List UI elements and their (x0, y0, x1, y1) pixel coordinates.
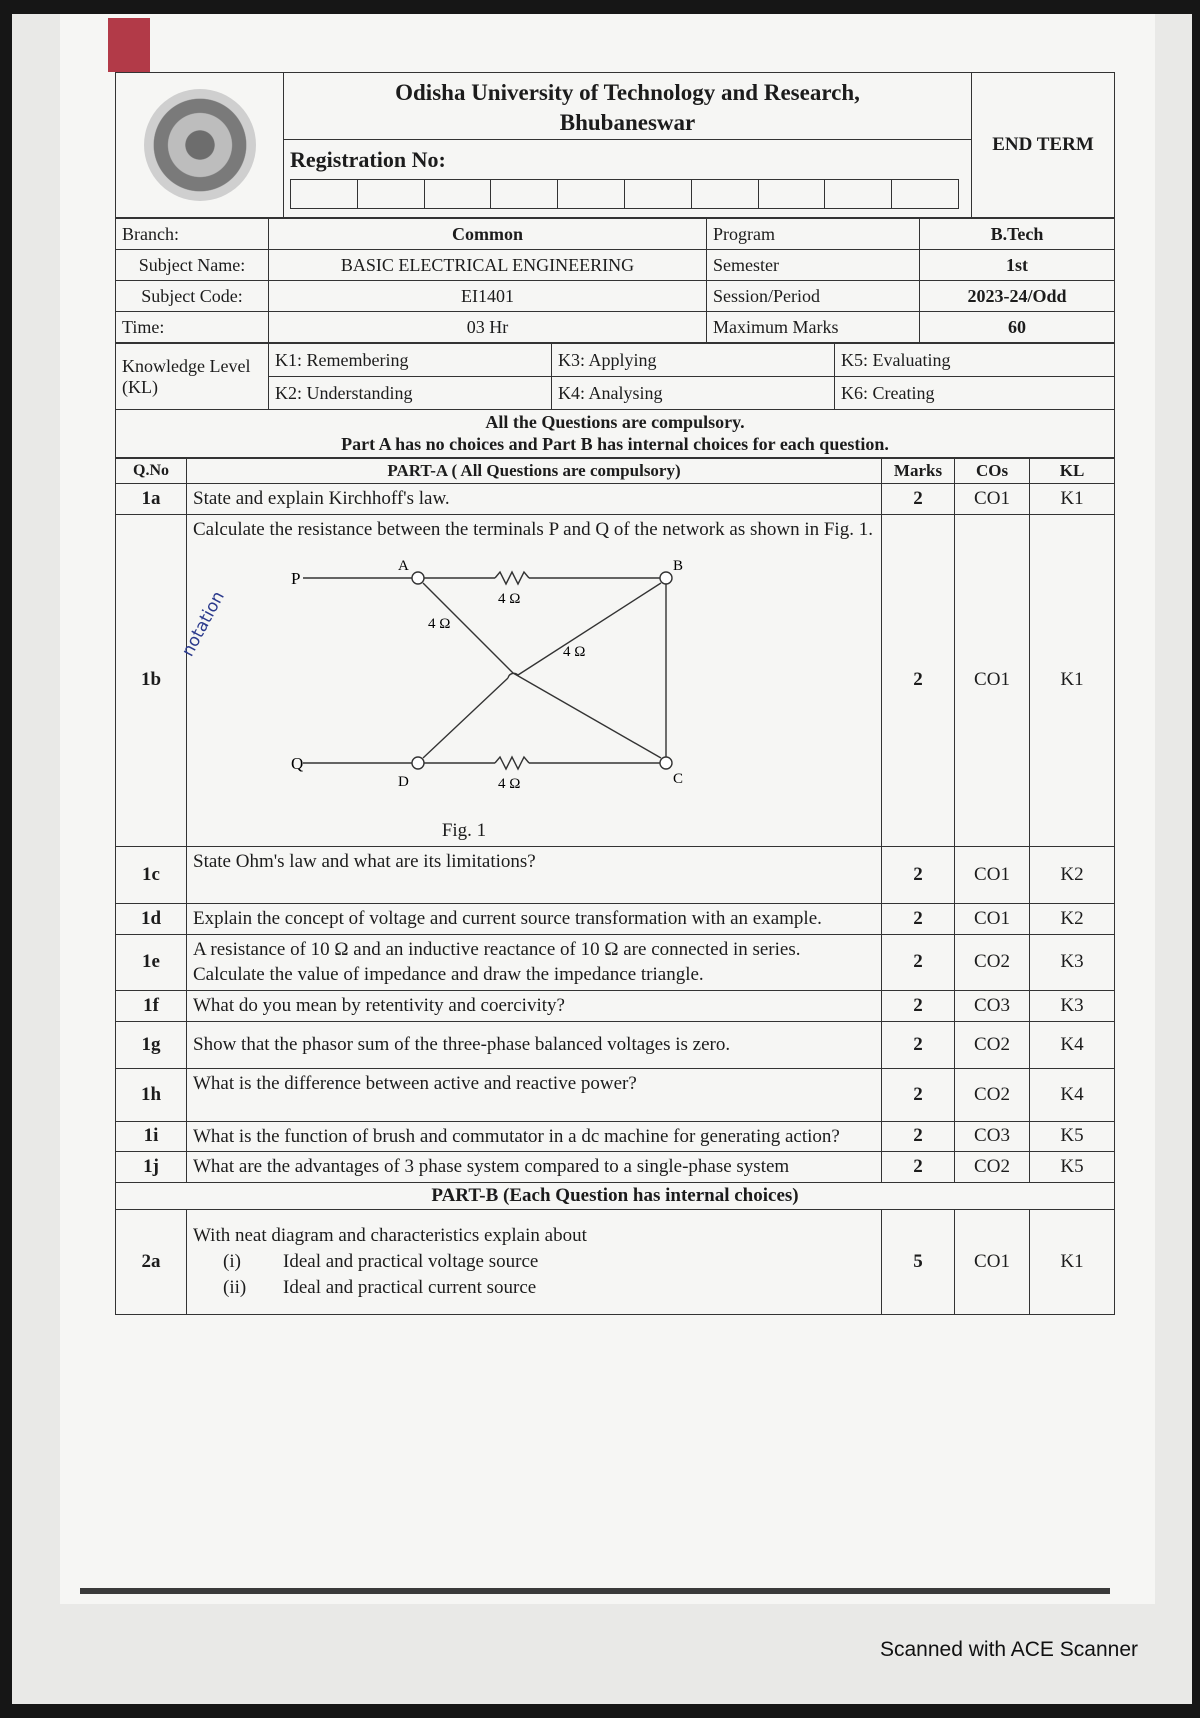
kl-k1: K1: Remembering (269, 344, 552, 377)
question-marks: 2 (882, 1021, 955, 1068)
question-row (116, 934, 1115, 990)
question-marks: 2 (882, 1068, 955, 1121)
question-row (116, 1021, 1115, 1068)
question-marks: 2 (882, 514, 955, 846)
instruction-line-2: Part A has no choices and Part B has internal choices for each question. (341, 433, 889, 454)
question-row (116, 484, 1115, 515)
question-marks: 2 (882, 904, 955, 935)
exam-type-cell (972, 73, 1115, 218)
sub-question-ii (193, 1275, 875, 1301)
question-marks: 2 (882, 847, 955, 904)
university-city: Bhubaneswar (559, 109, 696, 135)
sub-question-i-number: (i) (223, 1251, 241, 1273)
question-cell-with-figure (187, 514, 882, 846)
resistor-diag2-label: 4 Ω (563, 644, 586, 661)
resistor-dc-label: 4 Ω (498, 776, 521, 793)
question-co: CO2 (955, 1021, 1030, 1068)
question-row (116, 514, 1115, 846)
sub-question-ii-text: Ideal and practical current source (283, 1276, 537, 1298)
red-edge-mark (108, 18, 150, 72)
session-value: 2023-24/Odd (920, 281, 1115, 312)
question-co: CO1 (955, 847, 1030, 904)
time-value: 03 Hr (269, 312, 707, 343)
max-marks-value: 60 (920, 312, 1115, 343)
subject-code-value: EI1401 (269, 281, 707, 312)
question-row (116, 1121, 1115, 1152)
question-kl: K1 (1030, 514, 1115, 846)
question-text: What is the difference between active and reactive power? (187, 1068, 882, 1121)
question-number: 1d (116, 904, 187, 935)
question-number: 1a (116, 484, 187, 515)
question-co: CO1 (955, 514, 1030, 846)
question-marks: 2 (882, 484, 955, 515)
session-label: Session/Period (707, 281, 920, 312)
question-co: CO2 (955, 1152, 1030, 1183)
kl-k2: K2: Understanding (269, 377, 552, 410)
question-co: CO3 (955, 991, 1030, 1022)
question-row (116, 847, 1115, 904)
question-text: What do you mean by retentivity and coercivity? (187, 991, 882, 1022)
kl-k4: K4: Analysing (552, 377, 835, 410)
question-kl: K1 (1030, 484, 1115, 515)
figure-caption: Fig. 1 (441, 820, 487, 842)
question-text: State and explain Kirchhoff's law. (187, 484, 882, 515)
question-row (116, 1152, 1115, 1183)
subject-name-label: Subject Name: (116, 250, 269, 281)
question-kl: K1 (1030, 1209, 1115, 1314)
exam-type: END TERM (992, 134, 1094, 155)
question-paper (115, 72, 1115, 1315)
col-cos: COs (955, 459, 1030, 484)
col-marks: Marks (882, 459, 955, 484)
question-number: 2a (116, 1209, 187, 1314)
question-text: A resistance of 10 Ω and an inductive reactance of 10 Ω are connected in series. Calculate the value of impedance and draw the impedance triangle. (187, 934, 882, 990)
question-co: CO2 (955, 1068, 1030, 1121)
semester-value: 1st (920, 250, 1115, 281)
paper-header (115, 72, 1115, 218)
question-marks: 2 (882, 934, 955, 990)
question-co: CO1 (955, 1209, 1030, 1314)
exam-sheet (60, 14, 1155, 1604)
node-p: P (291, 569, 301, 589)
question-number: 1g (116, 1021, 187, 1068)
question-kl: K4 (1030, 1021, 1115, 1068)
question-number: 1j (116, 1152, 187, 1183)
branch-value: Common (269, 219, 707, 250)
course-info-table (115, 218, 1115, 343)
university-name-cell (284, 73, 972, 140)
question-number: 1h (116, 1068, 187, 1121)
scanner-watermark: Scanned with ACE Scanner (880, 1638, 1138, 1661)
sub-question-i (193, 1249, 875, 1275)
col-qno: Q.No (116, 459, 187, 484)
instructions (116, 410, 1115, 458)
handwritten-note: notation (177, 588, 229, 660)
question-kl: K4 (1030, 1068, 1115, 1121)
question-row (116, 1209, 1115, 1314)
question-text: With neat diagram and characteristics explain about (193, 1225, 587, 1247)
kl-k5: K5: Evaluating (835, 344, 1115, 377)
question-number: 1e (116, 934, 187, 990)
question-marks: 2 (882, 1121, 955, 1152)
question-marks: 5 (882, 1209, 955, 1314)
knowledge-level-table (115, 343, 1115, 458)
registration-cell (284, 139, 972, 217)
question-co: CO2 (955, 934, 1030, 990)
question-kl: K3 (1030, 991, 1115, 1022)
subject-name-value: BASIC ELECTRICAL ENGINEERING (269, 250, 707, 281)
question-kl: K2 (1030, 904, 1115, 935)
question-number: 1c (116, 847, 187, 904)
question-text: What is the function of brush and commutator in a dc machine for generating action? (187, 1121, 882, 1152)
question-marks: 2 (882, 1152, 955, 1183)
instruction-line-1: All the Questions are compulsory. (485, 412, 745, 432)
part-a-table (115, 458, 1115, 1315)
question-number: 1f (116, 991, 187, 1022)
semester-label: Semester (707, 250, 920, 281)
subject-code-label: Subject Code: (116, 281, 269, 312)
question-co: CO1 (955, 484, 1030, 515)
logo-cell (116, 73, 284, 218)
question-row (116, 991, 1115, 1022)
kl-k3: K3: Applying (552, 344, 835, 377)
question-number: 1b (116, 514, 187, 846)
university-name: Odisha University of Technology and Research, (395, 80, 860, 106)
question-text: Explain the concept of voltage and current source transformation with an example. (187, 904, 882, 935)
sub-question-i-text: Ideal and practical voltage source (283, 1251, 539, 1273)
question-kl: K3 (1030, 934, 1115, 990)
node-b: B (673, 558, 684, 575)
question-cell (187, 1209, 882, 1314)
resistor-ab-label: 4 Ω (498, 591, 521, 608)
scanned-page (12, 14, 1192, 1704)
knowledge-level-label: Knowledge Level (KL) (116, 344, 269, 410)
node-q: Q (291, 754, 304, 774)
question-marks: 2 (882, 991, 955, 1022)
max-marks-label: Maximum Marks (707, 312, 920, 343)
question-text: Show that the phasor sum of the three-phase balanced voltages is zero. (187, 1021, 882, 1068)
question-co: CO3 (955, 1121, 1030, 1152)
question-row (116, 1068, 1115, 1121)
circuit-figure (273, 548, 723, 818)
question-co: CO1 (955, 904, 1030, 935)
col-kl: KL (1030, 459, 1115, 484)
question-text: State Ohm's law and what are its limitations? (187, 847, 882, 904)
scan-edge-line (80, 1588, 1110, 1594)
question-kl: K5 (1030, 1152, 1115, 1183)
question-kl: K2 (1030, 847, 1115, 904)
question-number: 1i (116, 1121, 187, 1152)
resistor-diag1-label: 4 Ω (428, 616, 451, 633)
node-a: A (398, 558, 409, 575)
question-kl: K5 (1030, 1121, 1115, 1152)
registration-boxes[interactable] (290, 179, 959, 209)
question-text: Calculate the resistance between the terminals P and Q of the network as shown in Fig. 1. (193, 518, 873, 540)
question-text: What are the advantages of 3 phase system compared to a single-phase system (187, 1152, 882, 1183)
node-d: D (398, 774, 409, 791)
sub-question-ii-number: (ii) (223, 1276, 247, 1298)
program-value: B.Tech (920, 219, 1115, 250)
part-b-title: PART-B (Each Question has internal choices) (116, 1182, 1115, 1209)
time-label: Time: (116, 312, 269, 343)
node-c: C (673, 771, 684, 788)
branch-label: Branch: (116, 219, 269, 250)
registration-label: Registration No: (290, 147, 446, 173)
part-a-title: PART-A ( All Questions are compulsory) (187, 459, 882, 484)
university-logo (144, 89, 256, 201)
kl-k6: K6: Creating (835, 377, 1115, 410)
program-label: Program (707, 219, 920, 250)
question-row (116, 904, 1115, 935)
